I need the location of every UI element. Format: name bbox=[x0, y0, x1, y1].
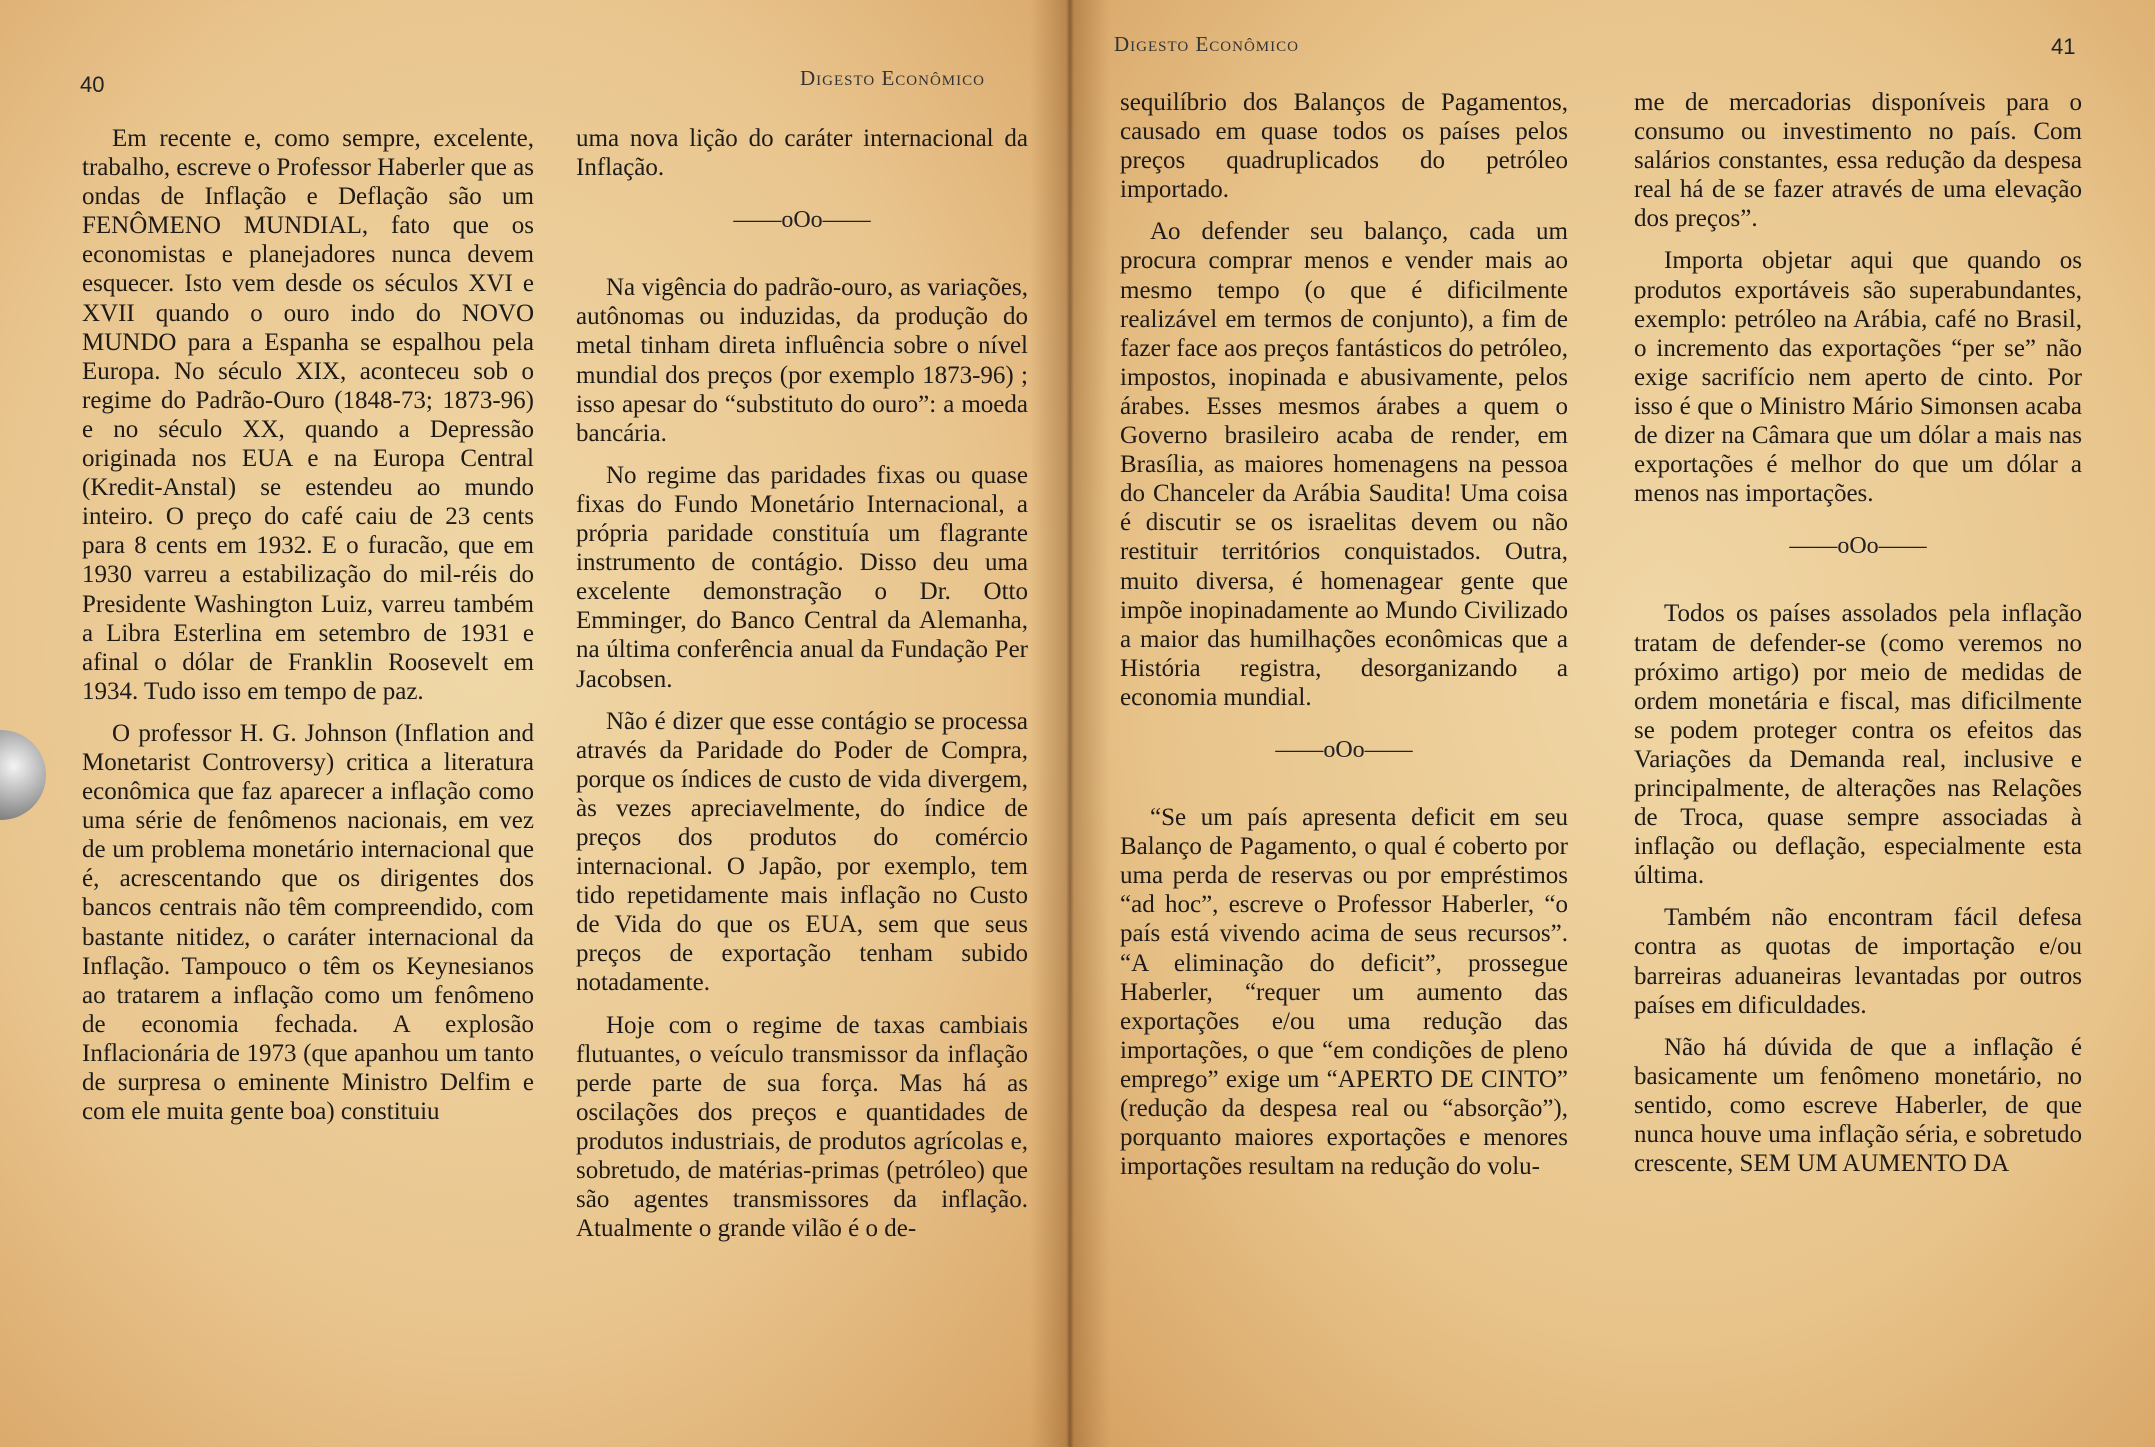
paragraph: “Se um país apresenta deficit em seu Balanço de Pagamento, o qual é coberto por uma perda de reservas ou por empréstimos “ad hoc”, escreve o Professor Haberler, “o país está vivendo acima de seus recursos”. “A eliminação do deficit”, prossegue Haberler, “requer um aumento das exportações e/ou uma redução das importações, o que “em condições de pleno emprego” exige um “APERTO DE CINTO” (redução da despesa real ou “absorção”), porquanto maiores exportações e menores importações resultam na redução do volu- bbox=[1120, 804, 1568, 1181]
paragraph-continued: sequilíbrio dos Balanços de Pagamentos, causado em quase todos os países pelos preços quadruplicados do petróleo importado. bbox=[1120, 89, 1568, 204]
section-divider: ——oOo—— bbox=[1789, 533, 1927, 560]
paragraph-continued: me de mercadorias disponíveis para o consumo ou investimento no país. Com salários constantes, essa redução da despesa real há de se fazer através de uma elevação dos preços”. bbox=[1634, 89, 2082, 233]
left-column-1 bbox=[82, 124, 534, 1139]
paragraph: Também não encontram fácil defesa contra as quotas de importação e/ou barreiras aduaneiras levantadas por outros países em dificuldades. bbox=[1634, 904, 2082, 1019]
right-page bbox=[1068, 0, 2155, 1447]
book-gutter bbox=[1030, 0, 1110, 1447]
right-column-2 bbox=[1634, 88, 2082, 1191]
paragraph: Hoje com o regime de taxas cambiais flutuantes, o veículo transmissor da inflação perde parte de sua força. Mas há as oscilações dos preços e quantidades de produtos industriais, de produtos agrícolas e, sobretudo, de matérias-primas (petróleo) que são agentes transmissores da inflação. Atualmente o grande vilão é o de- bbox=[576, 1011, 1028, 1243]
paragraph: O professor H. G. Johnson (Inflation and Monetarist Controversy) critica a literatura econômica que faz aparecer a inflação como uma série de fenômenos nacionais, em vez de um problema monetário internacional que é, acrescentando que os dirigentes dos bancos centrais não têm compreendido, com bastante nitidez, o caráter internacional da Inflação. Tampouco o têm os Keynesianos ao tratarem a inflação como um fenômeno de economia fechada. A explosão Inflacionária de 1973 (que apanhou um tanto de surpresa o eminente Ministro Delfim e com ele muita gente boa) constituiu bbox=[82, 719, 534, 1126]
right-column-1 bbox=[1120, 88, 1568, 1194]
paragraph: Importa objetar aqui que quando os produtos exportáveis são superabundantes, exemplo: petróleo na Arábia, café no Brasil, o incremento das exportações “per se” não exige sacrifício nem aperto de cinto. Por isso é que o Ministro Mário Simonsen acaba de dizer na Câmara que um dólar a mais nas exportações é melhor do que um dólar a menos nas importações. bbox=[1634, 247, 2082, 508]
section-divider: ——oOo—— bbox=[733, 207, 871, 234]
paragraph: Ao defender seu balanço, cada um procura comprar menos e vender mais ao mesmo tempo (o que é dificilmente realizável em termos de conjunto), a fim de fazer face aos preços fantásticos do petróleo, impostos, inopinada e abusivamente, pelos árabes. Esses mesmos árabes a quem o Governo brasileiro acaba de render, em Brasília, as maiores homenagens na pessoa do Chanceler da Arábia Saudita! Uma coisa é discutir se os israelitas devem ou não restituir territórios conquistados. Outra, muito diversa, é homenagear gente que impõe inopinadamente ao Mundo Civilizado a maior das humilhações econômicas que a História registra, desorganizando a economia mundial. bbox=[1120, 218, 1568, 711]
running-head-left: Digesto Econômico bbox=[800, 66, 985, 90]
paragraph: No regime das paridades fixas ou quase fixas do Fundo Monetário Internacional, a própria paridade constituía um flagrante instrumento de contágio. Disso deu uma excelente demonstração o Dr. Otto Emminger, do Banco Central da Alemanha, na última conferência anual da Fundação Per Jacobsen. bbox=[576, 461, 1028, 693]
section-divider: ——oOo—— bbox=[1275, 736, 1413, 763]
left-column-2 bbox=[576, 124, 1028, 1256]
paragraph: Todos os países assolados pela inflação tratam de defender-se (como veremos no próximo artigo) por meio de medidas de ordem monetária e fiscal, mas dificilmente se podem proteger contra os efeitos das Variações da Demanda real, inclusive e principalmente, de alterações nas Relações de Troca, quase sempre associadas à inflação ou deflação, especialmente esta última. bbox=[1634, 600, 2082, 890]
page-number-right: 41 bbox=[2051, 34, 2076, 59]
paragraph: Em recente e, como sempre, excelente, trabalho, escreve o Professor Haberler que as ondas de Inflação e Deflação são um FENÔMENO MUNDIAL, fato que os economistas e planejadores nunca devem esquecer. Isto vem desde os séculos XVI e XVII quando o ouro indo do NOVO MUNDO para a Espanha se espalhou pela Europa. No século XIX, aconteceu sob o regime do Padrão-Ouro (1848-73; 1873-96) e no século XX, quando a Depressão originada nos EUA e na Europa Central (Kredit-Anstal) se estendeu ao mundo inteiro. O preço do café caiu de 23 cents para 8 cents em 1932. E o furacão, que em 1930 varreu a estabilização do mil-réis do Presidente Washington Luiz, varreu também a Libra Esterlina em setembro de 1931 e afinal o dólar de Franklin Roosevelt em 1934. Tudo isso em tempo de paz. bbox=[82, 125, 534, 705]
paragraph: Na vigência do padrão-ouro, as variações, autônomas ou induzidas, da produção do metal tinham direta influência sobre o nível mundial dos preços (por exemplo 1873-96) ; isso apesar do “substituto do ouro”: a moeda bancária. bbox=[576, 274, 1028, 447]
running-head-right: Digesto Econômico bbox=[1114, 32, 1299, 56]
paragraph-continued: uma nova lição do caráter internacional da Inflação. bbox=[576, 125, 1028, 182]
paragraph: Não há dúvida de que a inflação é basicamente um fenômeno monetário, no sentido, como escreve Haberler, de que nunca houve uma inflação séria, e sobretudo crescente, SEM UM AUMENTO DA bbox=[1634, 1033, 2082, 1178]
page-number-left: 40 bbox=[80, 72, 105, 97]
left-page bbox=[0, 0, 1068, 1447]
paragraph: Não é dizer que esse contágio se processa através da Paridade do Poder de Compra, porque os índices de custo de vida divergem, às vezes apreciavelmente, do índice de preços dos produtos do comércio internacional. O Japão, por exemplo, tem tido repetidamente mais inflação no Custo de Vida do que os EUA, sem que seus preços de exportação tenham subido notadamente. bbox=[576, 707, 1028, 997]
